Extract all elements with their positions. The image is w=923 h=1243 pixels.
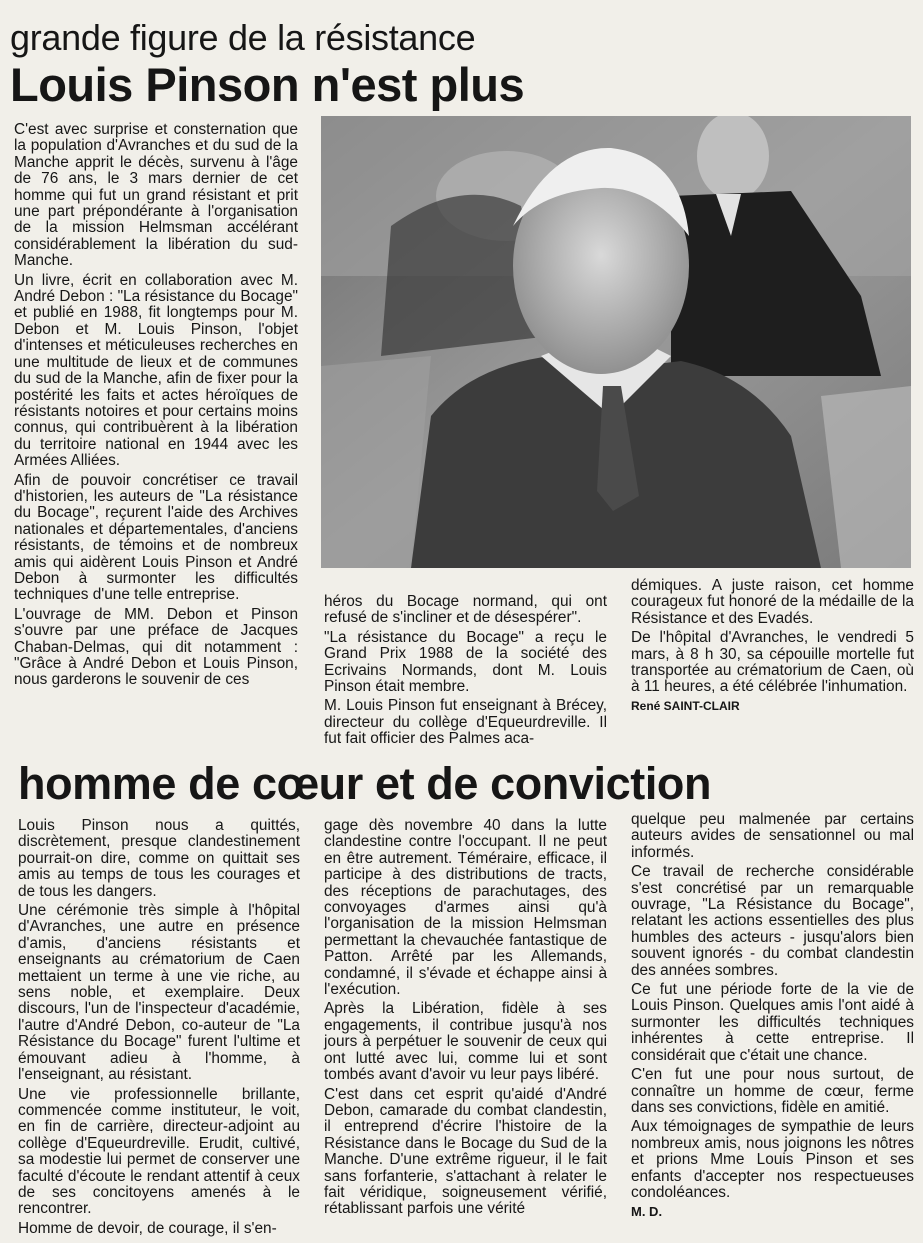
paragraph: Afin de pouvoir concrétiser ce travail d'historien, les auteurs de "La résistance du Bocage", reçurent l'aide des Archives nationales et départementales, d'anciens résistants, de témoins et de nombreux amis qui aidèrent Louis Pinson et André Debon à surmonter les difficultés techniques d'une telle entreprise. [14,471,298,604]
author-signature: René SAINT-CLAIR [631,698,740,713]
article2-headline: homme de cœur et de conviction [18,758,712,809]
article-headline: Louis Pinson n'est plus [10,58,525,111]
article2-column-2 [324,818,607,1218]
paragraph: Un livre, écrit en collaboration avec M. André Debon : "La résistance du Bocage" et publié en 1988, fit longtemps pour M. Debon et M. Louis Pinson, l'objet d'intenses et méticuleuses recherches en une multitude de lieux et de communes du sud de la Manche, afin de fixer pour la postérité les faits et actes héroïques de résistants notoires et pour certains moins connus, qui contribuèrent à la libération du territoire national en 1944 avec les Armées Alliées. [14,271,298,470]
paragraph: C'est avec surprise et consternation que la population d'Avranches et du sud de la Manche apprit le décès, survenu à l'âge de 76 ans, le 3 mars dernier de cet homme qui fut un grand résistant et prit une part prépondérante à l'organisation de la mission Helmsman accélérant considérablement la libération du sud-Manche. [14,121,298,270]
paragraph: Aux témoignages de sympathie de leurs nombreux amis, nous joignons les nôtres et prions Mme Louis Pinson et ses enfants d'accepter nos respectueuses condoléances. [631,1118,914,1201]
paragraph: quelque peu malmenée par certains auteurs avides de sensationnel ou mal informés. [631,811,914,861]
paragraph: Une cérémonie très simple à l'hôpital d'Avranches, une autre en présence d'amis, d'anciens résistants et enseignants au crématorium de Caen mettaient un terme à une vie riche, au sens noble, et exemplaire. Deux discours, l'un de l'inspecteur d'académie, l'autre d'André Debon, co-auteur de "La Résistance du Bocage" furent l'ultime et émouvant adieu à l'homme, à l'enseignant, au résistant. [18,902,300,1084]
article-kicker: grande figure de la résistance [10,17,476,58]
article1-column-3 [631,578,914,714]
article1-column-1 [14,122,298,689]
paragraph: Après la Libération, fidèle à ses engagements, il contribue jusqu'à nos jours à perpétuer le souvenir de ceux qui ont lutté avec lui, comme lui et sont tombés avant d'avoir vu leur pays libéré. [324,1000,607,1084]
paragraph: "La résistance du Bocage" a reçu le Grand Prix 1988 de la société des Ecrivains Normands, dont M. Louis Pinson était membre. [324,628,607,696]
paragraph: héros du Bocage normand, qui ont refusé de s'incliner et de désespérer". [324,593,607,627]
article2-column-3 [631,812,914,1221]
paragraph: Homme de devoir, de courage, il s'en- [18,1219,277,1237]
paragraph: C'en fut une pour nous surtout, de connaître un homme de cœur, ferme dans ses convictions, fidèle en amitié. [631,1066,914,1116]
paragraph: C'est dans cet esprit qu'aidé d'André Debon, camarade du combat clandestin, il entreprend d'écrire l'histoire de la Résistance dans le Bocage du Sud de la Manche. D'une extrême rigueur, il le fait sans forfanterie, s'attachant à relater le fait véridique, soigneusement vérifié, rétablissant parfois une vérité [324,1085,607,1218]
paragraph: L'ouvrage de MM. Debon et Pinson s'ouvre par une préface de Jacques Chaban-Delmas, qui dit notamment : "Grâce à André Debon et Louis Pinson, nous garderons le souvenir de ces [14,605,298,689]
paragraph: Une vie professionnelle brillante, commencée comme instituteur, le voit, en fin de carrière, directeur-adjoint au collège d'Equeurdreville. Erudit, cultivé, sa modestie lui permet de conserver une faculté d'écoute le rendant attentif à ceux de ses concitoyens amenés à le rencontrer. [18,1085,300,1218]
article1-column-2 [324,594,607,748]
paragraph: démiques. A juste raison, cet homme courageux fut honoré de la médaille de la Résistance et des Evadés. [631,577,914,627]
paragraph: M. Louis Pinson fut enseignant à Brécey, directeur du collège d'Equeurdreville. Il fut fait officier des Palmes aca- [324,697,607,748]
article2-column-1 [18,818,300,1237]
paragraph: Louis Pinson nous a quittés, discrètement, presque clandestinement pourrait-on dire, comme on quittait ses amis au temps de tous les courages et de tous les dangers. [18,817,300,900]
paragraph: De l'hôpital d'Avranches, le vendredi 5 mars, à 8 h 30, sa cépouille mortelle fut transportée au crématorium de Caen, où à 11 heures, a été célébrée l'inhumation. [631,629,914,696]
portrait-photo [321,116,911,568]
paragraph: Ce fut une période forte de la vie de Louis Pinson. Quelques amis l'ont aidé à surmonter les difficultés techniques inhérentes à cette entreprise. Il considérait que c'était une chance. [631,981,914,1064]
author-signature: M. D. [631,1204,663,1220]
paragraph: Ce travail de recherche considérable s'est concrétisé par un remarquable ouvrage, "La Résistance du Bocage", relatant les actions essentielles des plus humbles des acteurs - jusqu'alors bien souvent ignorés - du combat clandestin des années sombres. [631,863,914,979]
paragraph: gage dès novembre 40 dans la lutte clandestine contre l'occupant. Il ne peut en être autrement. Téméraire, efficace, il participe à des distributions de tracts, des réceptions de parachutages, des convoyages d'armes ainsi qu'à l'organisation de la mission Helmsman permettant la chevauchée fantastique de Patton. Arrêté par les Allemands, condamné, il s'évade et échappe ainsi à l'exécution. [324,817,607,999]
